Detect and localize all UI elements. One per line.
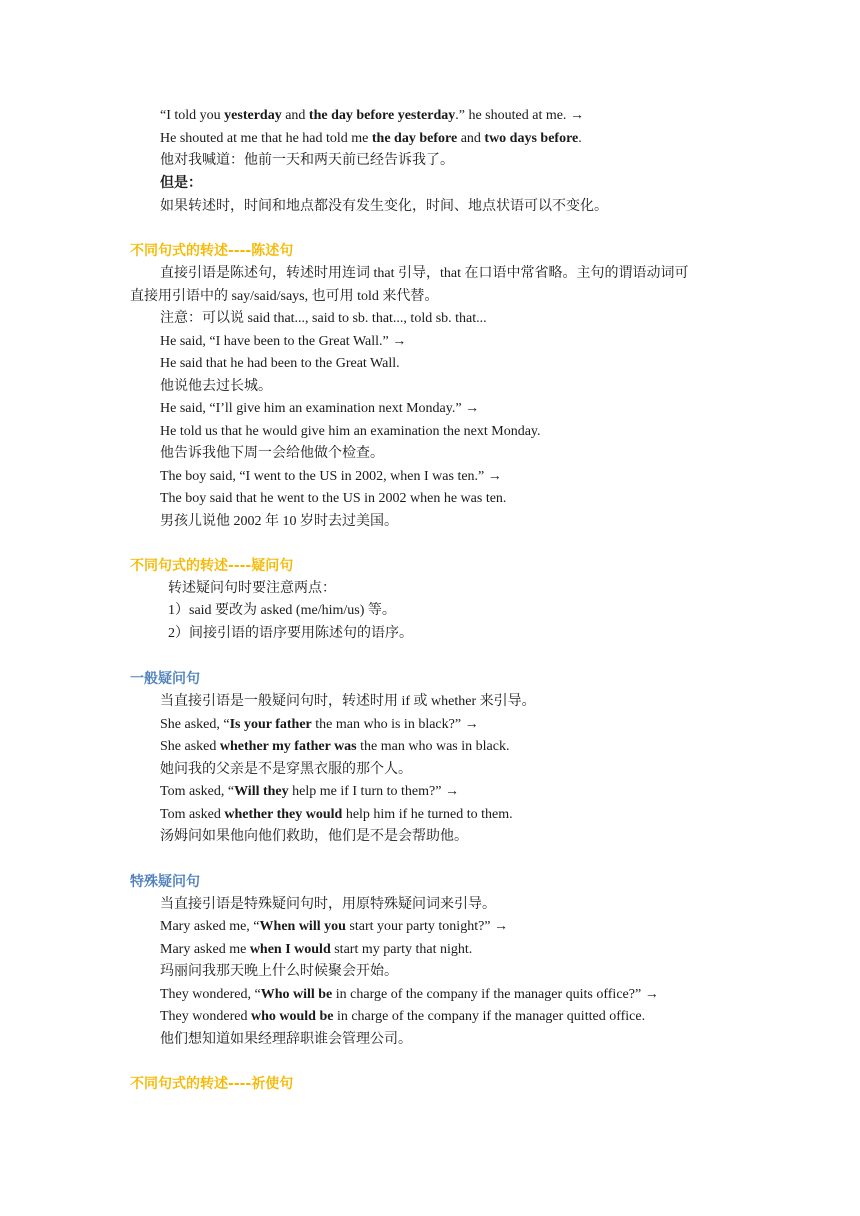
- reported-text: start my party that night.: [330, 942, 473, 957]
- section-heading-imperative: 不同句式的转述----祈使句: [130, 1076, 294, 1092]
- reported-text: He shouted at me that he had told me: [160, 131, 372, 146]
- example-translation: 他告诉我他下周一会给他做个检查。: [160, 446, 384, 461]
- bold-term: When will you: [259, 919, 346, 934]
- arrow-icon: →: [464, 717, 479, 732]
- reported-text: in charge of the company if the manager quitted office.: [333, 1009, 646, 1024]
- quote-text: help me if I turn to them?”: [288, 784, 442, 799]
- reported-text: and: [457, 131, 485, 146]
- quote-text: in charge of the company if the manager quits office?”: [332, 987, 642, 1002]
- quote-text: “I told you: [160, 108, 225, 123]
- bold-term: the day before: [371, 131, 458, 146]
- section-heading-special: 特殊疑问句: [130, 874, 200, 890]
- example-quote: [160, 716, 479, 734]
- reported-text: the man who was in black.: [356, 739, 510, 754]
- rule-text: 直接用引语中的 say/said/says, 也可用 told 来代替。: [130, 289, 439, 304]
- quote-text: start your party tonight?”: [345, 919, 491, 934]
- point-item: 1）said 要改为 asked (me/him/us) 等。: [168, 603, 396, 618]
- arrow-icon: →: [392, 334, 407, 349]
- example-quote: [160, 333, 406, 351]
- quote-text: They wondered, “: [160, 987, 261, 1002]
- example-reported: He said that he had been to the Great Wall.: [160, 356, 400, 371]
- example-translation: 他们想知道如果经理辞职谁会管理公司。: [160, 1032, 412, 1047]
- bold-term: who would be: [250, 1009, 334, 1024]
- section-heading-question: 不同句式的转述----疑问句: [130, 558, 294, 574]
- example-translation: 她问我的父亲是不是穿黑衣服的那个人。: [160, 762, 412, 777]
- reported-text: help him if he turned to them.: [342, 807, 513, 822]
- example-quote: [160, 783, 459, 801]
- section-heading-general: 一般疑问句: [130, 671, 200, 687]
- example-reported: [160, 1008, 645, 1026]
- quote-text: He said, “I’ll give him an examination next Monday.”: [160, 401, 462, 416]
- note-text: 如果转述时，时间和地点都没有发生变化，时间、地点状语可以不变化。: [160, 199, 608, 214]
- bold-term: Is your father: [229, 717, 312, 732]
- arrow-icon: →: [487, 469, 502, 484]
- bold-term: whether my father was: [219, 739, 357, 754]
- example-quote: [160, 468, 502, 486]
- arrow-icon: →: [444, 784, 459, 799]
- quote-text: He said, “I have been to the Great Wall.”: [160, 334, 389, 349]
- reported-text: She asked: [160, 739, 220, 754]
- bold-term: yesterday: [224, 108, 282, 123]
- example-translation: 玛丽问我那天晚上什么时候聚会开始。: [160, 964, 398, 979]
- quote-text: Mary asked me, “: [160, 919, 260, 934]
- rule-text: 当直接引语是特殊疑问句时，用原特殊疑问词来引导。: [160, 897, 496, 912]
- intro-text: 转述疑问句时要注意两点：: [168, 581, 336, 596]
- example-quote: [160, 918, 508, 936]
- reported-text: They wondered: [160, 1009, 251, 1024]
- point-item: 2）间接引语的语序要用陈述句的语序。: [168, 626, 413, 641]
- section-heading-statement: 不同句式的转述----陈述句: [130, 243, 294, 259]
- example-translation: 他对我喊道：他前一天和两天前已经告诉我了。: [160, 153, 454, 168]
- note-text: 注意：可以说 said that..., said to sb. that..., told sb. that...: [160, 311, 487, 326]
- bold-term: the day before yesterday: [308, 108, 456, 123]
- arrow-icon: →: [465, 401, 480, 416]
- bold-term: when I would: [249, 942, 331, 957]
- bold-term: Will they: [234, 784, 289, 799]
- arrow-icon: →: [569, 108, 584, 123]
- quote-text: She asked, “: [160, 717, 230, 732]
- but-label: 但是：: [160, 176, 202, 191]
- quote-text: The boy said, “I went to the US in 2002, when I was ten.”: [160, 469, 485, 484]
- bold-term: whether they would: [224, 807, 343, 822]
- rule-text: 直接引语是陈述句，转述时用连词 that 引导，that 在口语中常省略。主句的谓语动词可: [160, 266, 689, 281]
- bold-term: two days before: [484, 131, 579, 146]
- example-translation: 男孩儿说他 2002 年 10 岁时去过美国。: [160, 514, 398, 529]
- example-quote: [160, 986, 659, 1004]
- example-reported: The boy said that he went to the US in 2002 when he was ten.: [160, 491, 507, 506]
- example-reported: He told us that he would give him an examination the next Monday.: [160, 424, 541, 439]
- reported-text: Tom asked: [160, 807, 225, 822]
- example-reported: [160, 806, 513, 824]
- quote-text: .” he shouted at me.: [455, 108, 567, 123]
- example-quote: [160, 107, 584, 125]
- arrow-icon: →: [644, 987, 659, 1002]
- bold-term: Who will be: [260, 987, 333, 1002]
- example-reported: [160, 130, 582, 148]
- arrow-icon: →: [494, 919, 509, 934]
- rule-text: 当直接引语是一般疑问句时，转述时用 if 或 whether 来引导。: [160, 694, 536, 709]
- example-quote: [160, 400, 479, 418]
- example-reported: [160, 738, 509, 756]
- quote-text: Tom asked, “: [160, 784, 235, 799]
- reported-text: Mary asked me: [160, 942, 250, 957]
- reported-text: .: [578, 131, 582, 146]
- example-translation: 汤姆问如果他向他们救助，他们是不是会帮助他。: [160, 829, 468, 844]
- quote-text: and: [281, 108, 309, 123]
- quote-text: the man who is in black?”: [311, 717, 462, 732]
- example-reported: [160, 941, 472, 959]
- example-translation: 他说他去过长城。: [160, 379, 272, 394]
